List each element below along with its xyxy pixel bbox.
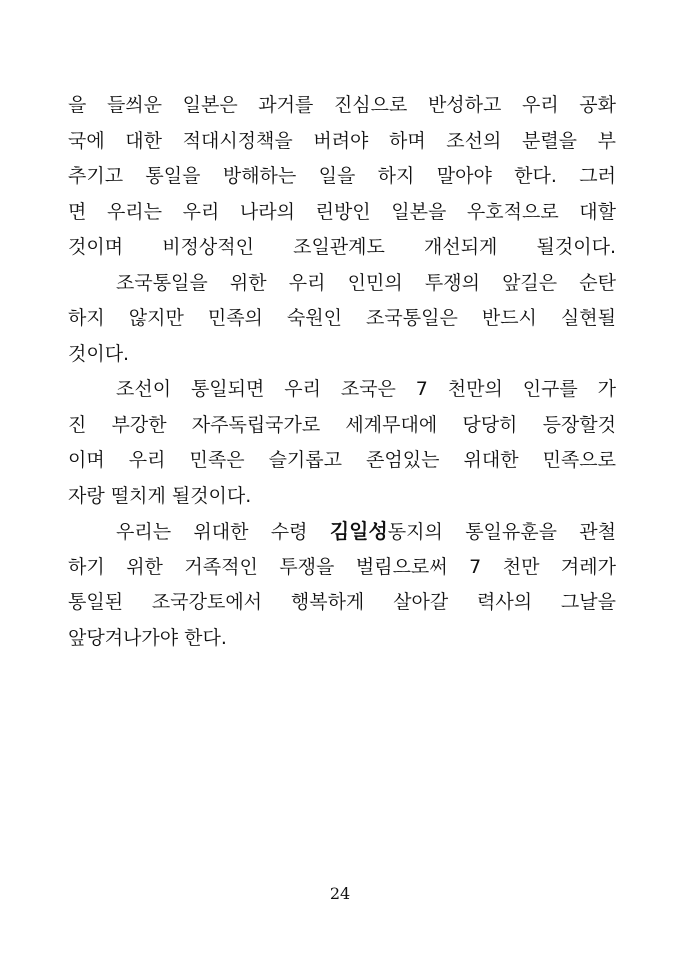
text-line-7: 하지 않지만 민족의 숙원인 조국통일은 반드시 실현될 [68, 307, 616, 329]
text-line-5: 것이며 비정상적인 조일관계도 개선되게 될것이다. [68, 236, 616, 258]
text-line-8: 것이다. [68, 342, 130, 365]
text-line-13-end: 동지의 통일유훈을 관철 [387, 521, 616, 543]
text-line-6: 조국통일을 위한 우리 인민의 투쟁의 앞길은 순탄 [116, 271, 616, 294]
text-line-13-start: 우리는 위대한 수령 [116, 521, 330, 543]
text-line-1: 을 들씌운 일본은 과거를 진심으로 반성하고 우리 공화 [68, 94, 616, 116]
text-line-9: 조선이 통일되면 우리 조국은 7 천만의 인구를 가 [116, 378, 616, 400]
text-line-15: 통일된 조국강토에서 행복하게 살아갈 력사의 그날을 [68, 591, 616, 613]
text-line-13 [68, 514, 616, 550]
body-text [68, 88, 616, 656]
text-line-2: 국에 대한 적대시정책을 버려야 하며 조선의 분렬을 부 [68, 129, 616, 152]
text-line-14: 하기 위한 거족적인 투쟁을 벌림으로써 7 천만 겨레가 [68, 555, 616, 578]
page-number: 24 [329, 884, 351, 903]
text-line-11: 이며 우리 민족은 슬기롭고 존엄있는 위대한 민족으로 [68, 449, 616, 471]
text-line-10: 진 부강한 자주독립국가로 세계무대에 당당히 등장할것 [68, 413, 616, 436]
text-line-16: 앞당겨나가야 한다. [68, 626, 227, 649]
text-line-4: 면 우리는 우리 나라의 린방인 일본을 우호적으로 대할 [68, 200, 616, 223]
text-line-3: 추기고 통일을 방해하는 일을 하지 말아야 한다. 그러 [68, 165, 616, 187]
leader-name: 김일성 [329, 519, 388, 543]
text-line-12: 자랑 떨치게 될것이다. [68, 484, 252, 507]
